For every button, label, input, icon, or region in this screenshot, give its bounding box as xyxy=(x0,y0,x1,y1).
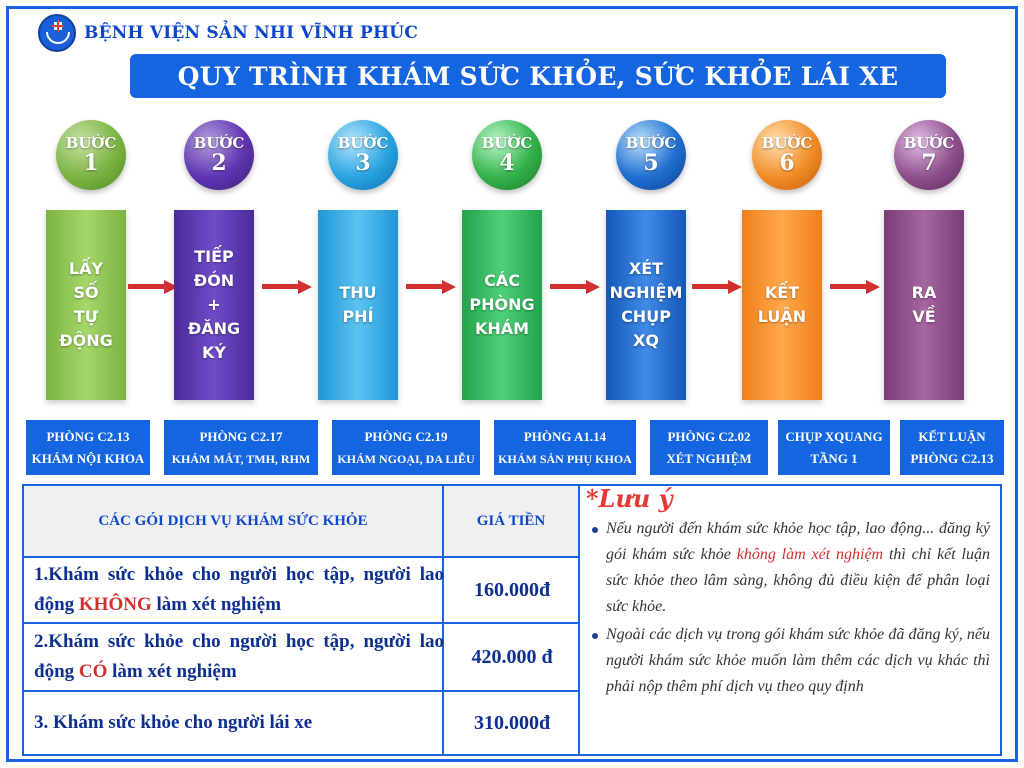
row-1-text-end: làm xét nghiệm xyxy=(151,594,282,615)
hospital-header xyxy=(38,14,418,52)
step-5-circle xyxy=(616,120,686,190)
room-3-line1: PHÒNG C2.19 xyxy=(364,428,448,444)
note-2-text: Ngoài các dịch vụ trong gói khám sức khỏe đã đăng ký, nếu người khám sức khỏe muốn làm thêm các dịch vụ khác thì phải nộp thêm phí dịch vụ theo quy định xyxy=(606,626,990,695)
row-2-text: 2.Khám sức khỏe cho người học tập, người lao động xyxy=(34,631,444,682)
step-4-column xyxy=(462,210,542,400)
room-6-line1: CHỤP XQUANG xyxy=(785,428,883,444)
step-5-column xyxy=(606,210,686,400)
arrow-1-2 xyxy=(128,280,178,294)
step-1-column xyxy=(46,210,126,400)
step-7-column xyxy=(884,210,964,400)
hospital-logo-icon xyxy=(38,14,76,52)
table-row-2-price: 420.000 đ xyxy=(471,645,553,668)
room-label-5 xyxy=(650,420,768,475)
table-row-1-name xyxy=(34,558,444,622)
arrow-2-3 xyxy=(262,280,312,294)
room-5-line2: XÉT NGHIỆM xyxy=(666,450,752,466)
step-2-column xyxy=(174,210,254,400)
step-3 xyxy=(318,120,438,410)
table-row-3-price: 310.000đ xyxy=(473,711,551,734)
step-1-label: LẤY SỐ TỰ ĐỘNG xyxy=(59,259,113,350)
room-5-line1: PHÒNG C2.02 xyxy=(667,428,751,444)
step-4-word: BƯỚC xyxy=(481,134,533,152)
arrow-6-7 xyxy=(830,280,880,294)
note-1-highlight: không làm xét nghiệm xyxy=(736,546,884,563)
table-row-3-name xyxy=(34,692,444,754)
row-3-text: 3. Khám sức khỏe cho người lái xe xyxy=(34,712,313,733)
room-label-3 xyxy=(332,420,480,475)
step-2-circle xyxy=(184,120,254,190)
step-5-word: BƯỚC xyxy=(625,134,677,152)
room-label-4 xyxy=(494,420,636,475)
room-2-line1: PHÒNG C2.17 xyxy=(199,428,283,444)
step-1-circle xyxy=(56,120,126,190)
step-2-label: TIẾP ĐÓN + ĐĂNG KÝ xyxy=(187,247,241,362)
room-label-2 xyxy=(164,420,318,475)
arrow-3-4 xyxy=(406,280,456,294)
table-row-2-name xyxy=(34,624,444,690)
bullet-icon xyxy=(592,633,598,639)
step-7-number: 7 xyxy=(921,150,937,176)
notes-box xyxy=(578,484,1002,756)
room-6-line2: TẦNG 1 xyxy=(810,450,858,466)
step-3-label: THU PHÍ xyxy=(339,283,377,326)
step-4 xyxy=(462,120,582,410)
room-1-line2: KHÁM NỘI KHOA xyxy=(31,450,145,466)
room-label-6 xyxy=(778,420,890,475)
room-2-line2: KHÁM MẮT, TMH, RHM xyxy=(171,451,311,466)
step-1-word: BƯỚC xyxy=(65,134,117,152)
room-7-line1: KẾT LUẬN xyxy=(918,428,986,444)
row-1-text: 1.Khám sức khỏe cho người học tập, người lao động xyxy=(34,564,444,615)
note-1-text-end: thì chỉ kết luận sức khỏe theo lâm sàng, không đủ điều kiện để phân loại sức khỏe. xyxy=(606,546,991,615)
room-label-7 xyxy=(900,420,1004,475)
step-7-circle xyxy=(894,120,964,190)
note-item-2 xyxy=(592,622,990,700)
step-3-column xyxy=(318,210,398,400)
package-table xyxy=(22,484,580,756)
step-6-word: BƯỚC xyxy=(761,134,813,152)
step-6-number: 6 xyxy=(779,150,795,176)
step-6 xyxy=(742,120,862,410)
step-7-label: RA VỀ xyxy=(911,283,937,326)
arrow-5-6 xyxy=(692,280,742,294)
step-3-circle xyxy=(328,120,398,190)
note-1-text: Nếu người đến khám sức khỏe học tập, lao động... đăng ký gói khám sức khỏe xyxy=(606,520,990,563)
room-3-line2: KHÁM NGOẠI, DA LIỄU xyxy=(337,451,475,466)
table-row-1-price: 160.000đ xyxy=(473,578,551,601)
bullet-icon xyxy=(592,527,598,533)
step-2 xyxy=(174,120,294,410)
row-2-highlight: CÓ xyxy=(78,661,108,682)
step-1-number: 1 xyxy=(83,150,99,176)
page-title: QUY TRÌNH KHÁM SỨC KHỎE, SỨC KHỎE LÁI XE xyxy=(177,61,899,91)
table-header-price xyxy=(444,486,578,556)
step-6-column xyxy=(742,210,822,400)
step-5 xyxy=(606,120,726,410)
arrow-4-5 xyxy=(550,280,600,294)
step-5-number: 5 xyxy=(643,150,659,176)
step-4-circle xyxy=(472,120,542,190)
step-3-word: BƯỚC xyxy=(337,134,389,152)
row-1-highlight: KHÔNG xyxy=(78,594,152,615)
step-4-label: CÁC PHÒNG KHÁM xyxy=(469,271,535,338)
row-2-text-end: làm xét nghiệm xyxy=(107,661,237,682)
step-5-label: XÉT NGHIỆM CHỤP XQ xyxy=(609,259,683,350)
step-7 xyxy=(884,120,1004,410)
step-6-circle xyxy=(752,120,822,190)
step-2-word: BƯỚC xyxy=(193,134,245,152)
note-item-1 xyxy=(592,516,990,620)
step-6-label: KẾT LUẬN xyxy=(757,283,807,326)
table-header-name-text: CÁC GÓI DỊCH VỤ KHÁM SỨC KHỎE xyxy=(98,512,368,529)
page-title-bar xyxy=(130,54,946,98)
step-1 xyxy=(46,120,166,410)
room-7-line2: PHÒNG C2.13 xyxy=(910,450,994,466)
room-4-line2: KHÁM SẢN PHỤ KHOA xyxy=(498,451,632,466)
room-1-line1: PHÒNG C2.13 xyxy=(46,428,130,444)
step-2-number: 2 xyxy=(211,150,227,176)
table-header-price-text: GIÁ TIỀN xyxy=(476,512,546,529)
hospital-name: BỆNH VIỆN SẢN NHI VĨNH PHÚC xyxy=(84,23,419,43)
step-7-word: BƯỚC xyxy=(903,134,955,152)
room-label-1 xyxy=(26,420,150,475)
table-header-name xyxy=(24,486,442,556)
step-3-number: 3 xyxy=(355,150,371,176)
room-4-line1: PHÒNG A1.14 xyxy=(523,428,607,444)
notes-title: *Lưu ý xyxy=(586,484,673,513)
notes-list xyxy=(592,516,990,702)
step-4-number: 4 xyxy=(499,150,515,176)
